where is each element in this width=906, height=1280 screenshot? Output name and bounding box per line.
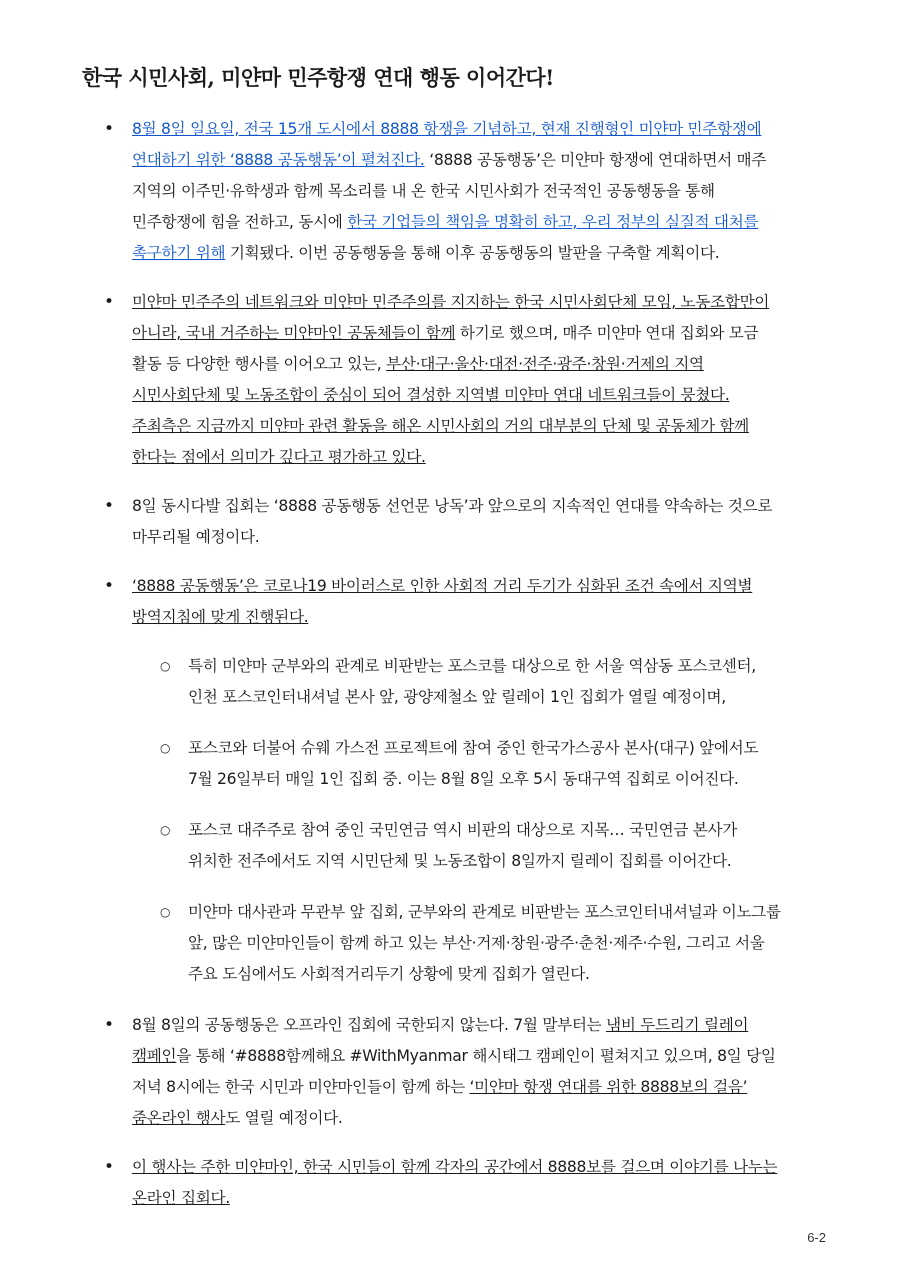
page-number: 6-2 xyxy=(807,1230,826,1245)
sub-list-item: ○ 미얀마 대사관과 무관부 앞 집회, 군부와의 관계로 비판받는 포스코인터내셔널과 이노그룹 앞, 많은 미얀마인들이 함께 하고 있는 부산·거제·창원·광주·춘천·제주·수원, 그리고 서울 주요 도심에서도 사회적거리두기 상황에 맞게 집회가 열린다. xyxy=(80,897,832,990)
list-item: • 미얀마 민주주의 네트워크와 미얀마 민주주의를 지지하는 한국 시민사회단체 모임, 노동조합만이 아니라, 국내 거주하는 미얀마인 공동체들이 함께 하기로 했으며, 매주 미얀마 연대 집회와 모금 활동 등 다양한 행사를 이어오고 있는, 부산·대구·울산·대전·전주·광주·창원·거제의 지역 시민사회단체 및 노동조합이 중심이 되어 결성한 지역별 미얀마 연대 네트워크들이 뭉쳤다. 주최측은 지금까지 미얀마 관련 활동을 해온 시민사회의 거의 대부분의 단체 및 공동체가 함께 한다는 점에서 의미가 깊다고 평가하고 있다. xyxy=(80,287,832,473)
link-text[interactable]: 촉구하기 위해 xyxy=(132,244,226,262)
sub-list-item: ○ 포스코와 더불어 슈웨 가스전 프로젝트에 참여 중인 한국가스공사 본사(대구) 앞에서도 7월 26일부터 매일 1인 집회 중. 이는 8월 8일 오후 5시 동대구역 집회로 이어진다. xyxy=(80,733,832,795)
sub-list-item: ○ 특히 미얀마 군부와의 관계로 비판받는 포스코를 대상으로 한 서울 역삼동 포스코센터, 인천 포스코인터내셔널 본사 앞, 광양제철소 앞 릴레이 1인 집회가 열릴 예정이며, xyxy=(80,651,832,713)
list-item: • 8일 동시다발 집회는 ‘8888 공동행동 선언문 낭독’과 앞으로의 지속적인 연대를 약속하는 것으로 마무리될 예정이다. xyxy=(80,491,832,553)
sub-list-item: ○ 포스코 대주주로 참여 중인 국민연금 역시 비판의 대상으로 지목… 국민연금 본사가 위치한 전주에서도 지역 시민단체 및 노동조합이 8일까지 릴레이 집회를 이어간다. xyxy=(80,815,832,877)
page-title: 한국 시민사회, 미얀마 민주항쟁 연대 행동 이어간다! xyxy=(82,65,554,90)
list-item: • 8월 8일 일요일, 전국 15개 도시에서 8888 항쟁을 기념하고, 현재 진행형인 미얀마 민주항쟁에 연대하기 위한 ‘8888 공동행동’이 펼쳐진다. ‘8888 공동행동’은 미얀마 항쟁에 연대하면서 매주 지역의 이주민·유학생과 함께 목소리를 내 온 한국 시민사회가 전국적인 공동행동을 통해 민주항쟁에 힘을 전하고, 동시에 한국 기업들의 책임을 명확히 하고, 우리 정부의 실질적 대처를 촉구하기 위해 기획됐다. 이번 공동행동을 통해 이후 공동행동의 발판을 구축할 계획이다. xyxy=(80,114,832,269)
link-text[interactable]: 한국 기업들의 책임을 명확히 하고, 우리 정부의 실질적 대처를 xyxy=(347,213,759,231)
link-text[interactable]: 연대하기 위한 ‘8888 공동행동’이 펼쳐진다. xyxy=(132,151,425,169)
list-item: • 8월 8일의 공동행동은 오프라인 집회에 국한되지 않는다. 7월 말부터는 냄비 두드리기 릴레이 캠페인을 통해 ‘#8888함께해요 #WithMyanmar 해시태그 캠페인이 펼쳐지고 있으며, 8일 당일 저녁 8시에는 한국 시민과 미얀마인들이 함께 하는 ‘미얀마 항쟁 연대를 위한 8888보의 걸음’ 줌온라인 행사도 열릴 예정이다. xyxy=(80,1010,832,1134)
link-text[interactable]: 8월 8일 일요일, 전국 15개 도시에서 8888 항쟁을 기념하고, 현재 진행형인 미얀마 민주항쟁에 xyxy=(132,120,762,138)
list-item: • ‘8888 공동행동’은 코로나19 바이러스로 인한 사회적 거리 두기가 심화된 조건 속에서 지역별 방역지침에 맞게 진행된다. xyxy=(80,571,832,633)
document-body xyxy=(80,114,832,1232)
list-item: • 이 행사는 주한 미얀마인, 한국 시민들이 함께 각자의 공간에서 8888보를 걸으며 이야기를 나누는 온라인 집회다. xyxy=(80,1152,832,1214)
